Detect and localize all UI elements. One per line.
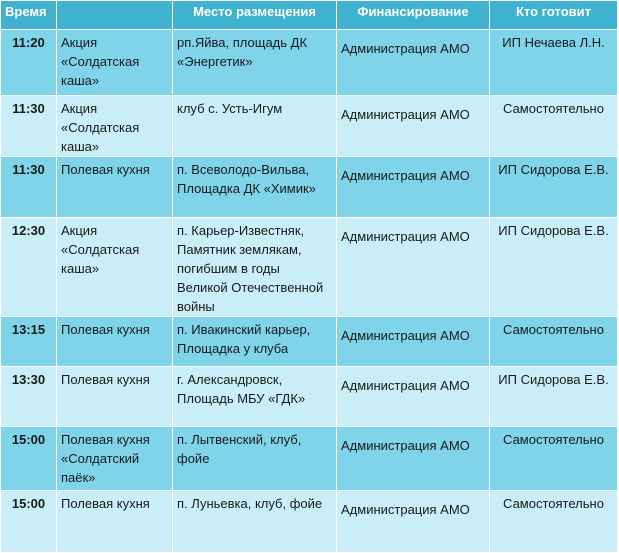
cell-place: п. Всеволодо-Вильва, Площадка ДК «Химик» [173, 157, 337, 218]
cell-cook: Самостоятельно [490, 317, 618, 367]
cell-cook: ИП Сидорова Е.В. [490, 157, 618, 218]
cell-cook: Самостоятельно [490, 427, 618, 491]
cell-place: п. Карьер-Известняк, Памятник землякам, погибшим в годы Великой Отечественной войны [173, 218, 337, 317]
cell-funding: Администрация АМО [337, 30, 490, 96]
cell-place: рп.Яйва, площадь ДК «Энергетик» [173, 30, 337, 96]
cell-cook: ИП Сидорова Е.В. [490, 218, 618, 317]
cell-event: Акция «Солдатская каша» [57, 30, 173, 96]
cell-event: Акция «Солдатская каша» [57, 96, 173, 157]
table-header [1, 1, 618, 30]
cell-event: Акция «Солдатская каша» [57, 218, 173, 317]
header-funding: Финансирование [337, 1, 490, 30]
cell-funding: Администрация АМО [337, 157, 490, 218]
cell-funding: Администрация АМО [337, 317, 490, 367]
table-row [1, 427, 618, 491]
cell-time: 15:00 [1, 491, 57, 553]
cell-event: Полевая кухня [57, 157, 173, 218]
cell-funding: Администрация АМО [337, 218, 490, 317]
table-row [1, 491, 618, 553]
table-row [1, 96, 618, 157]
cell-place: п. Луньевка, клуб, фойе [173, 491, 337, 553]
cell-cook: ИП Сидорова Е.В. [490, 367, 618, 427]
table-row [1, 218, 618, 317]
cell-funding: Администрация АМО [337, 491, 490, 553]
cell-time: 11:30 [1, 157, 57, 218]
cell-funding: Администрация АМО [337, 367, 490, 427]
cell-place: п. Ивакинский карьер, Площадка у клуба [173, 317, 337, 367]
cell-funding: Администрация АМО [337, 427, 490, 491]
cell-time: 13:15 [1, 317, 57, 367]
header-time: Время [1, 1, 57, 30]
cell-time: 11:30 [1, 96, 57, 157]
cell-place: клуб с. Усть-Игум [173, 96, 337, 157]
cell-cook: Самостоятельно [490, 96, 618, 157]
cell-cook: Самостоятельно [490, 491, 618, 553]
table-row [1, 317, 618, 367]
cell-time: 13:30 [1, 367, 57, 427]
cell-time: 15:00 [1, 427, 57, 491]
table-row [1, 157, 618, 218]
table-row [1, 367, 618, 427]
header-cook: Кто готовит [490, 1, 618, 30]
cell-event: Полевая кухня [57, 491, 173, 553]
cell-event: Полевая кухня [57, 367, 173, 427]
cell-event: Полевая кухня [57, 317, 173, 367]
cell-cook: ИП Нечаева Л.Н. [490, 30, 618, 96]
cell-event: Полевая кухня «Солдатский паёк» [57, 427, 173, 491]
cell-time: 12:30 [1, 218, 57, 317]
cell-funding: Администрация АМО [337, 96, 490, 157]
table-row [1, 30, 618, 96]
cell-time: 11:20 [1, 30, 57, 96]
cell-place: г. Александровск, Площадь МБУ «ГДК» [173, 367, 337, 427]
header-event [57, 1, 173, 30]
header-row [1, 1, 618, 30]
header-place: Место размещения [173, 1, 337, 30]
table-body [1, 30, 618, 553]
cell-place: п. Лытвенский, клуб, фойе [173, 427, 337, 491]
